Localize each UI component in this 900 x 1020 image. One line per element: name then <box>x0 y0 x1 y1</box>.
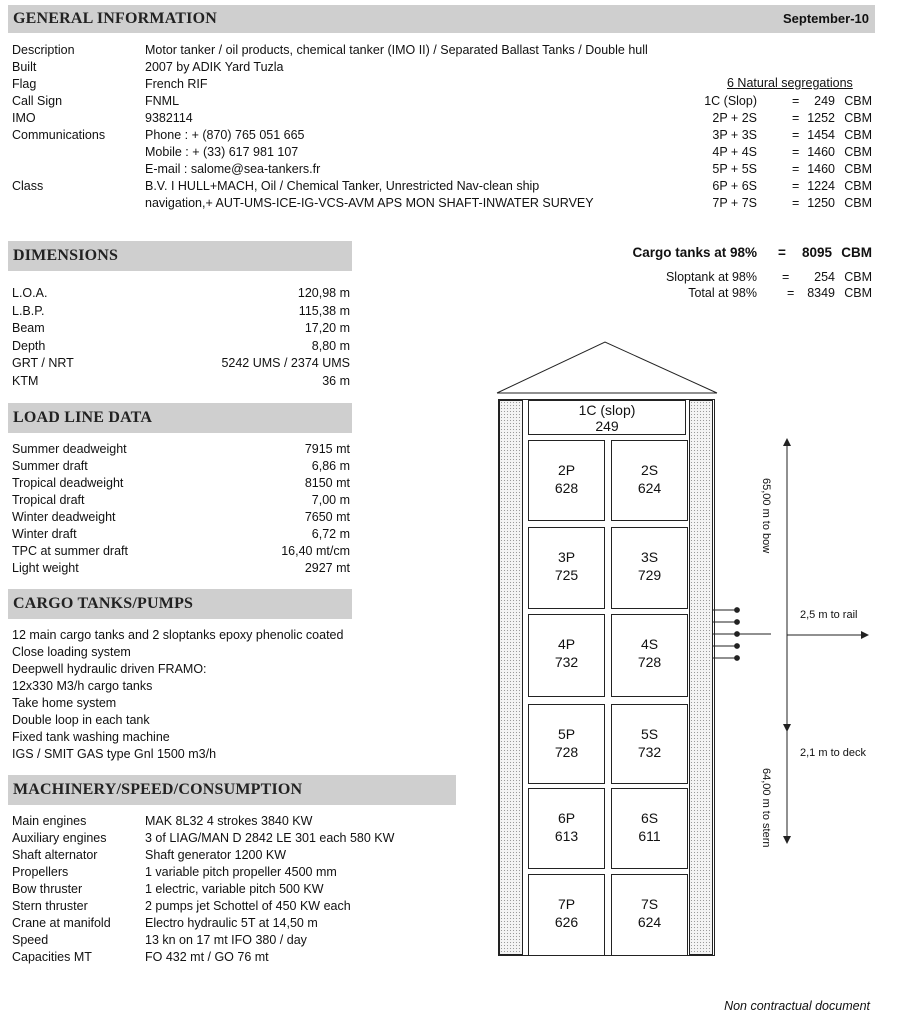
general-info-row <box>12 59 702 76</box>
cargo-pumps-line: Deepwell hydraulic driven FRAMO: <box>12 662 207 676</box>
tank-port-value: 728 <box>554 744 579 760</box>
tank-starboard-value: 732 <box>637 744 662 760</box>
loadline-row <box>12 441 350 458</box>
cargo-pumps-section-title: CARGO TANKS/PUMPS <box>13 595 194 612</box>
segregation-eq: = <box>792 128 800 142</box>
general-info-value: Phone : + (870) 765 051 665 <box>145 128 305 142</box>
segregation-unit: CBM <box>844 94 872 108</box>
general-info-value: Mobile : + (33) 617 981 107 <box>145 145 299 159</box>
segregation-tanks: 1C (Slop) <box>704 94 757 108</box>
grand-total-value: 8349 <box>807 286 835 300</box>
distance-arrows <box>770 430 870 855</box>
document-date: September-10 <box>783 11 869 26</box>
loadline-section-title: LOAD LINE DATA <box>13 409 153 426</box>
general-info-row <box>12 127 702 144</box>
loadline-row <box>12 475 350 492</box>
loadline-row-value: 7,00 m <box>311 493 350 507</box>
loadline-row-label: Summer deadweight <box>12 442 127 456</box>
tank-starboard <box>611 614 688 697</box>
tank-port-name: 4P <box>557 636 576 652</box>
tank-starboard <box>611 440 688 521</box>
slop-total-label: Sloptank at 98% <box>665 270 757 284</box>
segregation-tanks: 4P + 4S <box>712 145 757 159</box>
machinery-row <box>12 864 462 881</box>
tank-port <box>528 527 605 609</box>
loadline-row-value: 2927 mt <box>304 561 350 575</box>
loadline-row-label: Light weight <box>12 561 79 575</box>
segregation-row <box>640 178 872 195</box>
machinery-label: Stern thruster <box>12 899 88 913</box>
segregation-value: 1250 <box>807 196 835 210</box>
loadline-row <box>12 509 350 526</box>
segregation-row <box>640 195 872 212</box>
tank-port-name: 6P <box>557 810 576 826</box>
loadline-row <box>12 492 350 509</box>
grand-total <box>560 286 872 303</box>
slop-total-unit: CBM <box>844 270 872 284</box>
machinery-value: Electro hydraulic 5T at 14,50 m <box>145 916 318 930</box>
grand-total-label: Total at 98% <box>688 286 757 300</box>
dimension-row <box>12 320 350 337</box>
machinery-label: Propellers <box>12 865 69 879</box>
dimension-row-label: GRT / NRT <box>12 356 74 370</box>
general-info-value: 9382114 <box>145 111 193 125</box>
dimension-row <box>12 373 350 390</box>
dimensions-section-title: DIMENSIONS <box>13 247 119 264</box>
segregation-tanks: 3P + 3S <box>712 128 757 142</box>
segregation-unit: CBM <box>844 179 872 193</box>
machinery-row <box>12 881 462 898</box>
segregation-unit: CBM <box>844 162 872 176</box>
cargo-total-label: Cargo tanks at 98% <box>632 245 757 260</box>
loadline-row-value: 7650 mt <box>304 510 350 524</box>
cargo-tanks-total <box>560 245 872 265</box>
machinery-label: Main engines <box>12 814 87 828</box>
dimension-row-label: L.B.P. <box>12 303 45 318</box>
loadline-row-label: Winter draft <box>12 527 77 541</box>
machinery-value: 13 kn on 17 mt IFO 380 / day <box>145 933 307 947</box>
loadline-row-label: Summer draft <box>12 459 88 473</box>
general-info-label: IMO <box>12 111 36 125</box>
dimension-row <box>12 285 350 302</box>
general-info-label: Call Sign <box>12 94 63 108</box>
general-info-row <box>12 195 702 212</box>
machinery-label: Bow thruster <box>12 882 83 896</box>
starboard-ballast-hatch <box>689 400 713 955</box>
loadline-row <box>12 560 350 577</box>
loadline-row <box>12 458 350 475</box>
loadline-row-value: 6,72 m <box>311 527 350 541</box>
general-info-row <box>12 161 702 178</box>
machinery-row <box>12 830 462 847</box>
cargo-pumps-line: Close loading system <box>12 645 131 659</box>
general-info-label: Built <box>12 60 37 74</box>
cargo-total-unit: CBM <box>841 245 872 260</box>
general-info-row <box>12 93 702 110</box>
tank-port <box>528 440 605 521</box>
segregation-row <box>640 93 872 110</box>
machinery-value: MAK 8L32 4 strokes 3840 KW <box>145 814 313 828</box>
general-info-value: French RIF <box>145 77 208 91</box>
cargo-total-eq: = <box>778 245 786 260</box>
tank-port-name: 2P <box>557 462 576 478</box>
manifold-connections <box>705 600 775 670</box>
cargo-pumps-section-header <box>8 589 352 619</box>
tank-starboard <box>611 704 688 784</box>
tank-starboard-value: 729 <box>637 567 662 583</box>
dimensions-section-header <box>8 241 352 271</box>
general-info-value: navigation,+ AUT-UMS-ICE-IG-VCS-AVM APS MON SHAFT-INWATER SURVEY <box>145 196 594 210</box>
machinery-label: Auxiliary engines <box>12 831 107 845</box>
loadline-row <box>12 526 350 543</box>
dimension-row-value: 36 m <box>322 373 350 388</box>
segregation-eq: = <box>792 179 800 193</box>
tank-starboard <box>611 788 688 869</box>
tank-starboard-value: 624 <box>637 914 662 930</box>
segregation-unit: CBM <box>844 196 872 210</box>
segregation-tanks: 2P + 2S <box>712 111 757 125</box>
tank-starboard-name: 4S <box>640 636 659 652</box>
loadline-row-value: 6,86 m <box>311 459 350 473</box>
loadline-row <box>12 543 350 560</box>
tank-slop-name: 1C (slop) <box>578 402 636 418</box>
segregation-tanks: 6P + 6S <box>712 179 757 193</box>
machinery-label: Capacities MT <box>12 950 92 964</box>
tank-starboard-name: 5S <box>640 726 659 742</box>
tank-slop-1c <box>528 400 686 435</box>
segregation-unit: CBM <box>844 145 872 159</box>
cargo-total-value: 8095 <box>801 245 832 260</box>
segregations-title: 6 Natural segregations <box>727 76 853 90</box>
bow-roof-outline <box>495 340 720 400</box>
loadline-row-value: 16,40 mt/cm <box>281 544 350 558</box>
general-info-row <box>12 42 702 59</box>
slop-total-value: 254 <box>814 270 835 284</box>
general-info-value: FNML <box>145 94 180 108</box>
machinery-row <box>12 949 462 966</box>
tank-port-name: 3P <box>557 549 576 565</box>
tank-port-value: 626 <box>554 914 579 930</box>
machinery-row <box>12 915 462 932</box>
segregation-value: 1460 <box>807 145 835 159</box>
segregation-eq: = <box>792 111 800 125</box>
machinery-value: 1 electric, variable pitch 500 KW <box>145 882 324 896</box>
loadline-row-label: Tropical deadweight <box>12 476 124 490</box>
general-info-value: B.V. I HULL+MACH, Oil / Chemical Tanker, Unrestricted Nav-clean ship <box>145 179 540 193</box>
general-info-label: Communications <box>12 128 106 142</box>
cargo-pumps-line: 12x330 M3/h cargo tanks <box>12 679 153 693</box>
segregation-unit: CBM <box>844 111 872 125</box>
machinery-value: 2 pumps jet Schottel of 450 KW each <box>145 899 351 913</box>
segregation-row <box>640 161 872 178</box>
segregation-value: 1224 <box>807 179 835 193</box>
tank-port-value: 613 <box>554 828 579 844</box>
segregation-eq: = <box>792 94 800 108</box>
dimension-row-value: 17,20 m <box>304 321 350 335</box>
dimension-row-label: L.O.A. <box>12 286 48 300</box>
dimension-row <box>12 303 350 320</box>
segregation-row <box>640 110 872 127</box>
general-info-row <box>12 144 702 161</box>
general-info-value: Motor tanker / oil products, chemical tanker (IMO II) / Separated Ballast Tanks / Double hull <box>145 43 648 57</box>
loadline-row-value: 8150 mt <box>304 476 350 490</box>
segregation-value: 1460 <box>807 162 835 176</box>
loadline-row-label: Winter deadweight <box>12 510 116 524</box>
general-info-value: 2007 by ADIK Yard Tuzla <box>145 60 284 74</box>
machinery-value: Shaft generator 1200 KW <box>145 848 287 862</box>
tank-starboard <box>611 527 688 609</box>
to-stern-distance: 64,00 m to stern <box>760 768 772 848</box>
dimension-row-label: KTM <box>12 373 39 388</box>
tank-port <box>528 874 605 956</box>
machinery-row <box>12 813 462 830</box>
machinery-value: 1 variable pitch propeller 4500 mm <box>145 865 337 879</box>
general-section-title: GENERAL INFORMATION <box>13 10 217 27</box>
loadline-section-header <box>8 403 352 433</box>
tank-starboard-value: 611 <box>638 828 661 844</box>
to-deck-distance: 2,1 m to deck <box>800 747 867 759</box>
general-info-row <box>12 178 702 195</box>
general-info-row <box>12 110 702 127</box>
tank-starboard <box>611 874 688 956</box>
segregation-eq: = <box>792 145 800 159</box>
general-info-row <box>12 76 702 93</box>
footer-disclaimer: Non contractual document <box>724 999 870 1013</box>
segregation-value: 1454 <box>807 128 835 142</box>
slop-total-eq: = <box>782 270 790 284</box>
dimension-row-value: 5242 UMS / 2374 UMS <box>221 356 350 370</box>
loadline-row-value: 7915 mt <box>304 442 350 456</box>
cargo-pumps-line: Take home system <box>12 696 117 710</box>
tank-starboard-value: 728 <box>637 654 662 670</box>
machinery-label: Shaft alternator <box>12 848 98 862</box>
machinery-row <box>12 898 462 915</box>
machinery-value: 3 of LIAG/MAN D 2842 LE 301 each 580 KW <box>145 831 395 845</box>
tank-port <box>528 788 605 869</box>
grand-total-eq: = <box>787 286 795 300</box>
to-rail-distance: 2,5 m to rail <box>800 609 858 621</box>
dimension-row-label: Depth <box>12 338 46 353</box>
tank-slop-value: 249 <box>595 418 619 434</box>
segregation-row <box>640 127 872 144</box>
tank-port-value: 725 <box>554 567 579 583</box>
tank-port-value: 732 <box>554 654 579 670</box>
loadline-row-label: Tropical draft <box>12 493 85 507</box>
machinery-value: FO 432 mt / GO 76 mt <box>145 950 269 964</box>
tank-starboard-name: 7S <box>640 896 659 912</box>
segregation-eq: = <box>792 196 800 210</box>
machinery-row <box>12 932 462 949</box>
general-section-header <box>8 5 875 33</box>
port-ballast-hatch <box>499 400 523 955</box>
dimension-row <box>12 355 350 372</box>
general-info-label: Description <box>12 43 75 57</box>
tank-port <box>528 614 605 697</box>
machinery-label: Speed <box>12 933 49 947</box>
segregation-tanks: 7P + 7S <box>712 196 757 210</box>
loadline-row-label: TPC at summer draft <box>12 544 128 558</box>
general-info-value: E-mail : salome@sea-tankers.fr <box>145 162 321 176</box>
machinery-row <box>12 847 462 864</box>
dimension-row-value: 115,38 m <box>298 303 350 318</box>
segregation-tanks: 5P + 5S <box>712 162 757 176</box>
grand-total-unit: CBM <box>844 286 872 300</box>
dimension-row <box>12 338 350 355</box>
machinery-section-header <box>8 775 456 805</box>
cargo-pumps-line: IGS / SMIT GAS type Gnl 1500 m3/h <box>12 747 217 761</box>
tank-port-name: 5P <box>557 726 576 742</box>
tank-starboard-value: 624 <box>637 480 662 496</box>
dimension-row-label: Beam <box>12 321 45 335</box>
sloptank-total <box>560 270 872 287</box>
segregation-value: 1252 <box>807 111 835 125</box>
tank-port-name: 7P <box>557 896 576 912</box>
dimension-row-value: 8,80 m <box>311 338 350 353</box>
tank-starboard-name: 6S <box>640 810 659 826</box>
segregation-value: 249 <box>814 94 835 108</box>
general-info-label: Flag <box>12 77 37 91</box>
tank-port-value: 628 <box>554 480 579 496</box>
general-info-label: Class <box>12 179 44 193</box>
segregation-unit: CBM <box>844 128 872 142</box>
tank-starboard-name: 3S <box>640 549 659 565</box>
machinery-section-title: MACHINERY/SPEED/CONSUMPTION <box>13 781 303 798</box>
to-bow-distance: 65,00 m to bow <box>760 478 772 554</box>
segregation-eq: = <box>792 162 800 176</box>
cargo-pumps-line: 12 main cargo tanks and 2 sloptanks epoxy phenolic coated <box>12 628 344 642</box>
cargo-pumps-line: Fixed tank washing machine <box>12 730 170 744</box>
dimension-row-value: 120,98 m <box>297 286 350 300</box>
tank-port <box>528 704 605 784</box>
segregation-row <box>640 144 872 161</box>
tank-starboard-name: 2S <box>640 462 659 478</box>
cargo-pumps-line: Double loop in each tank <box>12 713 150 727</box>
machinery-label: Crane at manifold <box>12 916 111 930</box>
